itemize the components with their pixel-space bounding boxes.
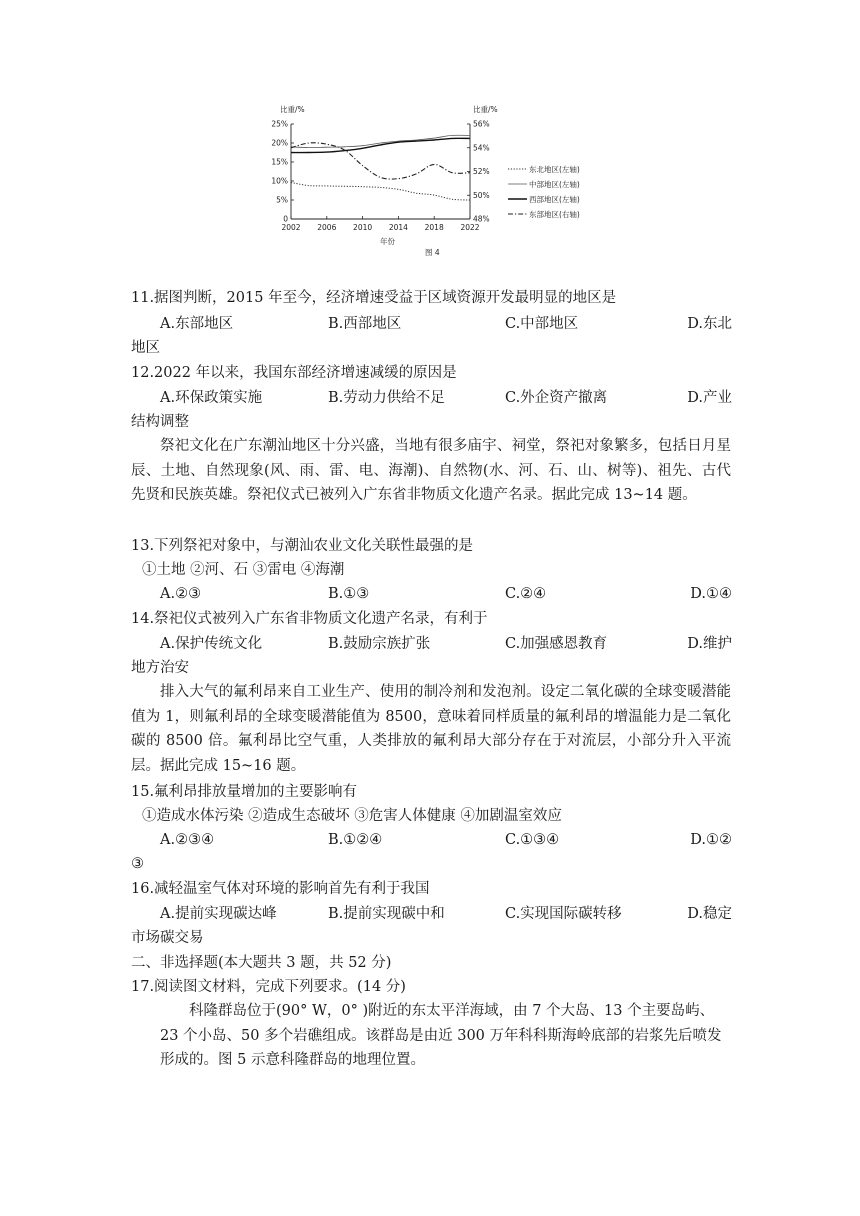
chart-legend — [508, 164, 580, 219]
q12-option-d[interactable]: D.产业 — [687, 390, 732, 406]
q16-option-d-continued: 市场碳交易 — [131, 930, 204, 946]
q15-option-c[interactable]: C.①③④ — [505, 832, 560, 848]
right-tick-label: 52% — [473, 167, 490, 176]
q14-option-b[interactable]: B.鼓励宗族扩张 — [328, 636, 431, 652]
q13-option-b[interactable]: B.①③ — [328, 586, 370, 602]
q15-option-d-continued: ③ — [131, 856, 144, 872]
left-tick-label: 0 — [283, 214, 288, 224]
right-tick-label: 56% — [473, 119, 490, 129]
x-tick-label: 2010 — [353, 223, 373, 232]
q14-option-a[interactable]: A.保护传统文化 — [160, 636, 263, 652]
x-tick-label: 2018 — [424, 223, 444, 232]
passage-galapagos: 科隆群岛位于(90° W，0° )附近的东太平洋海域，由 7 个大岛、13 个主要岛屿、23 个小岛、50 多个岩礁组成。该群岛是由近 300 万年科科斯海岭底部的岩浆先后喷发形成的。图 5 示意科隆群岛的地理位置。 — [160, 1003, 722, 1068]
right-tick-label: 50% — [473, 190, 490, 200]
q16-option-d[interactable]: D.稳定 — [687, 906, 732, 922]
figure-4-line-chart — [262, 96, 602, 262]
question-11-options — [160, 313, 732, 335]
question-16-options — [160, 903, 732, 925]
x-tick-label: 2014 — [388, 223, 408, 232]
question-12-stem: 12.2022 年以来，我国东部经济增速减缓的原因是 — [131, 365, 457, 381]
left-tick-label: 10% — [271, 176, 288, 186]
q11-option-b[interactable]: B.西部地区 — [328, 316, 402, 332]
left-tick-label: 25% — [271, 119, 288, 129]
question-13-items: ①土地 ②河、石 ③雷电 ④海潮 — [142, 562, 345, 578]
q14-option-d[interactable]: D.维护 — [687, 636, 732, 652]
passage-freon: 排入大气的氟利昂来自工业生产、使用的制冷剂和发泡剂。设定二氧化碳的全球变暖潜能值为 1，则氟利昂的全球变暖潜能值为 8500，意味着同样质量的氟利昂的增温能力是二氧化碳的 8500 倍。氟利昂比空气重，人类排放的氟利昂大部分存在于对流层，小部分升入平流层。据此完成 15~16 题。 — [131, 684, 731, 774]
question-12-options — [160, 387, 732, 409]
q15-option-a[interactable]: A.②③④ — [160, 832, 215, 848]
question-13-stem: 13.下列祭祀对象中，与潮汕农业文化关联性最强的是 — [131, 538, 474, 554]
question-14-stem: 14.祭祀仪式被列入广东省非物质文化遗产名录，有利于 — [131, 611, 488, 627]
series-line-4 — [291, 143, 470, 179]
section-2-heading: 二、非选择题(本大题共 3 题，共 52 分) — [131, 955, 392, 971]
q11-option-d[interactable]: D.东北 — [687, 316, 732, 332]
question-15-items: ①造成水体污染 ②造成生态破坏 ③危害人体健康 ④加剧温室效应 — [142, 808, 562, 824]
q13-option-c[interactable]: C.②④ — [505, 586, 547, 602]
question-15-stem: 15.氟利昂排放量增加的主要影响有 — [131, 784, 358, 800]
series-line-2 — [291, 135, 470, 147]
legend-label-4: 东部地区(右轴) — [529, 210, 580, 219]
left-axis-label: 比重/% — [280, 105, 305, 114]
x-axis-label: 年份 — [380, 237, 395, 246]
x-tick-label: 2022 — [460, 223, 480, 232]
q11-option-c[interactable]: C.中部地区 — [505, 316, 579, 332]
question-13-options — [160, 583, 732, 605]
left-tick-label: 5% — [276, 195, 288, 205]
chart-frame — [291, 124, 470, 219]
right-tick-label: 54% — [473, 143, 490, 153]
q11-option-a[interactable]: A.东部地区 — [160, 316, 234, 332]
left-tick-label: 20% — [271, 138, 288, 148]
q11-option-d-continued: 地区 — [131, 340, 160, 356]
right-axis-label: 比重/% — [473, 105, 498, 114]
q14-option-c[interactable]: C.加强感恩教育 — [505, 636, 608, 652]
q12-option-c[interactable]: C.外企资产撤离 — [505, 390, 608, 406]
q12-option-b[interactable]: B.劳动力供给不足 — [328, 390, 445, 406]
q13-option-a[interactable]: A.②③ — [160, 586, 202, 602]
series-line-1 — [291, 183, 470, 201]
chart-ticks — [271, 120, 489, 233]
figure-caption: 图 4 — [425, 248, 440, 257]
question-11-stem: 11.据图判断，2015 年至今，经济增速受益于区域资源开发最明显的地区是 — [131, 290, 617, 306]
question-14-options — [160, 633, 732, 655]
legend-label-1: 东北地区(左轴) — [529, 165, 580, 174]
q12-option-d-continued: 结构调整 — [131, 414, 189, 430]
x-tick-label: 2006 — [317, 223, 337, 232]
right-tick-label: 48% — [473, 214, 490, 224]
q13-option-d[interactable]: D.①④ — [690, 586, 732, 602]
q15-option-b[interactable]: B.①②④ — [328, 832, 383, 848]
q16-option-a[interactable]: A.提前实现碳达峰 — [160, 906, 277, 922]
q16-option-b[interactable]: B.提前实现碳中和 — [328, 906, 445, 922]
legend-label-2: 中部地区(左轴) — [529, 180, 580, 189]
left-tick-label: 15% — [271, 157, 288, 167]
q12-option-a[interactable]: A.环保政策实施 — [160, 390, 263, 406]
series-line-3 — [291, 138, 470, 152]
q14-option-d-continued: 地方治安 — [131, 660, 189, 676]
question-16-stem: 16.减轻温室气体对环境的影响首先有利于我国 — [131, 881, 430, 897]
q15-option-d[interactable]: D.①② — [690, 832, 732, 848]
q16-option-c[interactable]: C.实现国际碳转移 — [505, 906, 622, 922]
legend-label-3: 西部地区(左轴) — [529, 195, 580, 204]
x-tick-label: 2002 — [281, 223, 301, 232]
question-17-stem: 17.阅读图文材料，完成下列要求。(14 分) — [131, 979, 406, 995]
question-15-options — [160, 829, 732, 851]
passage-ritual-culture: 祭祀文化在广东潮汕地区十分兴盛，当地有很多庙宇、祠堂，祭祀对象繁多，包括日月星辰、土地、自然现象(风、雨、雷、电、海潮)、自然物(水、河、石、山、树等)、祖先、古代先贤和民族英雄。祭祀仪式已被列入广东省非物质文化遗产名录。据此完成 13~14 题。 — [131, 438, 731, 503]
chart-series — [291, 135, 470, 200]
